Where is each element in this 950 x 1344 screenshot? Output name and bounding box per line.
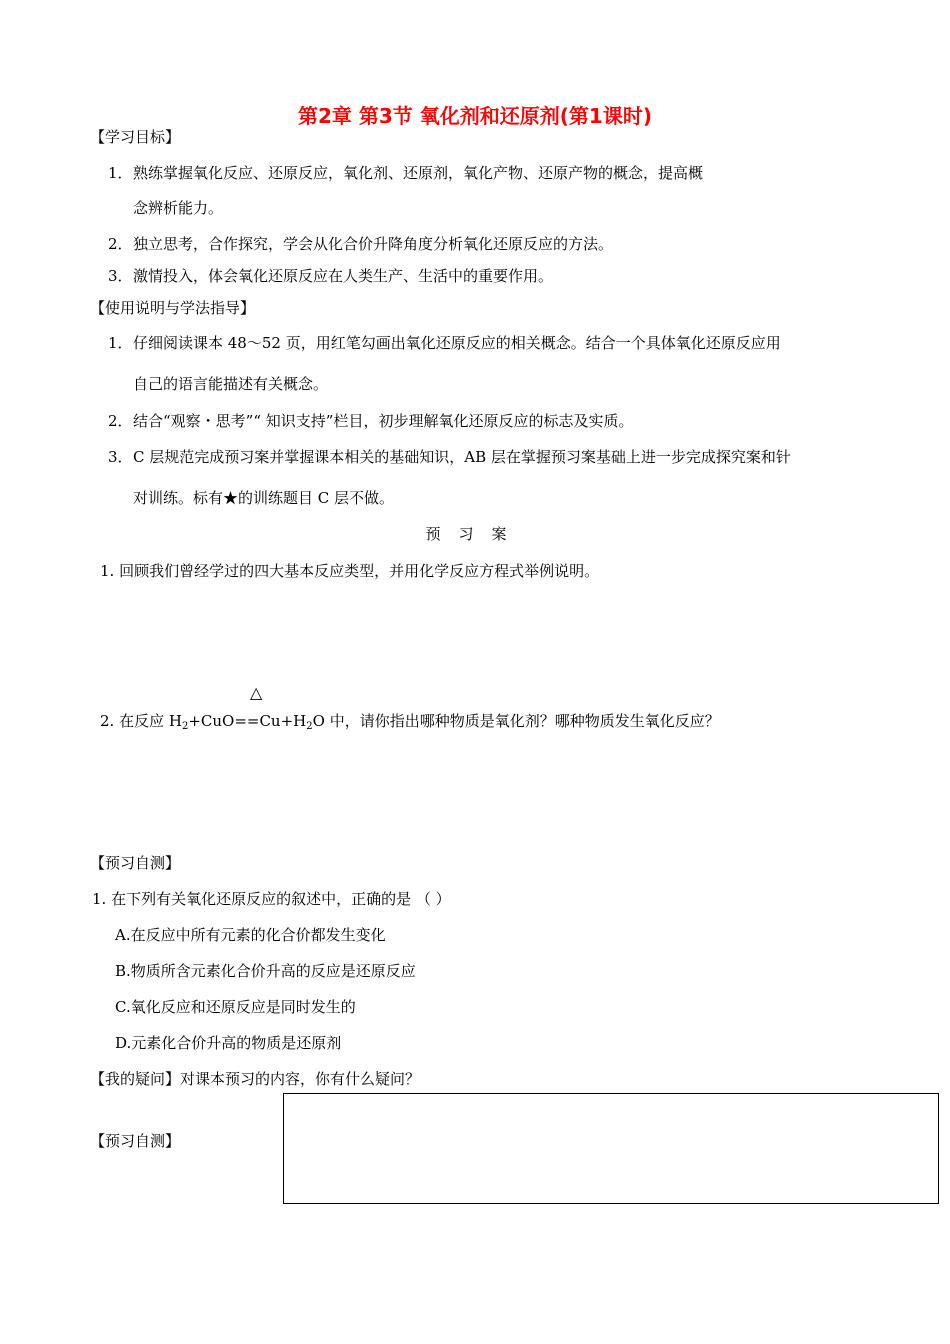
preview-question-2: 2. 在反应 $H_2+CuO==Cu+H_2O$ 中，请你指出哪种物质是氧化剂？哪种物质发生氧化反应？ [100, 712, 720, 732]
objective-2-num: 2． [108, 235, 133, 253]
option-b: B.物质所含元素化合价升高的反应是还原反应 [115, 962, 416, 980]
option-d: D.元素化合价升高的物质是还原剂 [115, 1034, 342, 1052]
objectives-heading: 【学习目标】 [90, 128, 181, 146]
objective-1-line-1: 熟练掌握氧化反应、还原反应，氧化剂、还原剂，氧化产物、还原产物的概念，提高概 [133, 164, 704, 182]
selftest2-heading: 【预习自测】 [90, 1132, 181, 1150]
guide-heading: 【使用说明与学法指导】 [90, 299, 256, 317]
option-a: A.在反应中所有元素的化合价都发生变化 [115, 926, 386, 944]
guide-3-num: 3． [108, 448, 133, 466]
preview-question-1: 1. 回顾我们曾经学过的四大基本反应类型，并用化学反应方程式举例说明。 [100, 562, 600, 580]
objective-1-line-2: 念辨析能力。 [133, 199, 224, 217]
page-title: 第2章 第3节 氧化剂和还原剂(第1课时) [298, 104, 652, 128]
preview-heading: 预习案 [425, 525, 525, 543]
selftest-heading: 【预习自测】 [90, 854, 181, 872]
guide-2-line-1: 结合“观察・思考”“ 知识支持”栏目，初步理解氧化还原反应的标志及实质。 [133, 412, 634, 430]
guide-2-num: 2． [108, 412, 133, 430]
objective-3-num: 3． [108, 267, 133, 285]
objective-3-line-1: 激情投入，体会氧化还原反应在人类生产、生活中的重要作用。 [133, 267, 554, 285]
guide-1-line-1: 仔细阅读课本 48～52 页，用红笔勾画出氧化还原反应的相关概念。结合一个具体氧化还原反应用 [133, 334, 781, 352]
objective-1-num: 1． [108, 164, 133, 182]
doubt-answer-box[interactable] [283, 1093, 939, 1204]
option-c: C.氧化反应和还原反应是同时发生的 [115, 998, 356, 1016]
guide-1-num: 1． [108, 334, 133, 352]
guide-1-line-2: 自己的语言能描述有关概念。 [133, 375, 329, 393]
guide-3-line-2: 对训练。标有★的训练题目 C 层不做。 [133, 489, 395, 507]
selftest-question: 1. 在下列有关氧化还原反应的叙述中，正确的是 （ ） [92, 890, 451, 908]
guide-3-line-1: C 层规范完成预习案并掌握课本相关的基础知识，AB 层在掌握预习案基础上进一步完成探究案和针 [133, 448, 791, 466]
doubt-heading: 【我的疑问】对课本预习的内容，你有什么疑问？ [90, 1070, 421, 1088]
objective-2-line-1: 独立思考，合作探究，学会从化合价升降角度分析氧化还原反应的方法。 [133, 235, 614, 253]
heat-triangle-symbol: △ [250, 683, 263, 702]
